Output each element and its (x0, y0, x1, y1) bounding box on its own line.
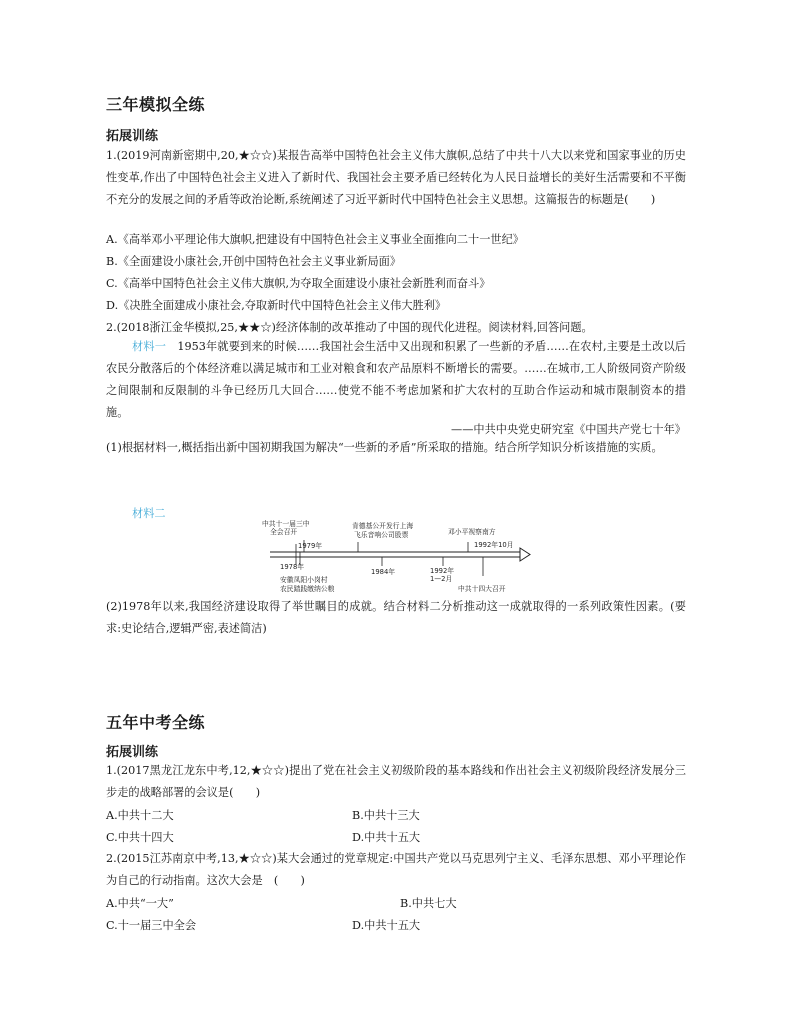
section-subtitle-extension: 拓展训练 (106, 129, 159, 144)
section-title-three-year: 三年模拟全练 (106, 95, 206, 114)
question-s2-1-stem: 1.(2017黑龙江龙东中考,12,★☆☆)提出了党在社会主义初级阶段的基本路线和作出社会主义初级阶段经济发展分三步走的战略部署的会议是( ) (106, 764, 686, 799)
sub-question-1: (1)根据材料一,概括指出新中国初期我国为解决“一些新的矛盾”所采取的措施。结合所学知识分析该措施的实质。 (106, 441, 663, 454)
question-s2-2-stem: 2.(2015江苏南京中考,13,★☆☆)某大会通过的党章规定:中国共产党以马克思列宁主义、毛泽东思想、邓小平理论作为自己的行动指南。这次大会是 ( ) (106, 852, 686, 887)
question-s2-1-option-a[interactable]: A.中共十二大 (106, 809, 174, 822)
timeline-label-14th-congress: 中共十四大召开 (458, 585, 506, 593)
question-s2-1-option-b[interactable]: B.中共十三大 (352, 809, 420, 822)
timeline-label-xiaogang-2: 农民踏践缴纳公粮 (280, 585, 335, 593)
question-s2-1-option-d[interactable]: D.中共十五大 (352, 831, 421, 844)
section-title-five-year: 五年中考全练 (106, 713, 206, 732)
timeline-label-1992: 1992年 (430, 567, 455, 575)
material-1-source: ——中共中央党史研究室《中国共产党七十年》 (451, 423, 686, 436)
question-s2-2-option-d[interactable]: D.中共十五大 (352, 919, 421, 932)
timeline-label-1984: 1984年 (371, 568, 396, 576)
material-2-label: 材料二 (132, 507, 166, 520)
timeline-label-xiaogang-1: 安徽凤阳小岗村 (280, 576, 328, 584)
question-s2-2-option-c[interactable]: C.十一届三中全会 (106, 919, 197, 932)
material-1-label: 材料一 (132, 340, 167, 353)
sub-question-2: (2)1978年以来,我国经济建设取得了举世瞩目的成就。结合材料二分析推动这一成就取得的一系列政策性因素。(要求:史论结合,逻辑严密,表述简洁) (106, 600, 686, 635)
timeline-arrowhead (520, 548, 530, 561)
timeline-label-stock-1: 肯德基公开发行上海 (352, 522, 414, 530)
section-subtitle-extension-2: 拓展训练 (106, 745, 159, 760)
question-1-option-d[interactable]: D.《决胜全面建成小康社会,夺取新时代中国特色社会主义伟大胜利》 (106, 299, 447, 312)
timeline-diagram (258, 514, 538, 600)
timeline-label-1978: 1978年 (280, 563, 305, 571)
question-1-stem: 1.(2019河南新密期中,20,★☆☆)某报告高举中国特色社会主义伟大旗帜,总结了中共十八大以来党和国家事业的历史性变革,作出了中国特色社会主义进入了新时代、我国社会主要矛盾已经转化为人民日益增长的美好生活需要和不平衡不充分的发展之间的矛盾等政治论断,系统阐述了习近平新时代中国特色社会主义思想。这篇报告的标题是( ) (106, 149, 686, 206)
question-1-option-a[interactable]: A.《高举邓小平理论伟大旗帜,把建设有中国特色社会主义事业全面推向二十一世纪》 (106, 233, 524, 246)
timeline-label-1979: 1979年 (298, 542, 323, 550)
timeline-label-south-tour: 邓小平视察南方 (448, 528, 496, 536)
question-s2-1-option-c[interactable]: C.中共十四大 (106, 831, 174, 844)
timeline-label-stock-2: 飞乐音响公司股票 (354, 531, 409, 539)
question-1-option-b[interactable]: B.《全面建设小康社会,开创中国特色社会主义事业新局面》 (106, 255, 402, 268)
timeline-label-jan-feb: 1—2月 (430, 575, 453, 583)
timeline-label-1992-oct: 1992年10月 (474, 541, 514, 549)
material-1-block (106, 336, 686, 424)
question-1-option-c[interactable]: C.《高举中国特色社会主义伟大旗帜,为夺取全面建设小康社会新胜利而奋斗》 (106, 277, 491, 290)
material-1-text: 1953年就要到来的时候……我国社会生活中又出现和积累了一些新的矛盾……在农村,主要是土改以后农民分散落后的个体经济难以满足城市和工业对粮食和农产品原料不断增长的需要。……在城市,工人阶级同资产阶级之间限制和反限制的斗争已经历几大回合……使党不能不考虑加紧和扩大农村的互助合作运动和城市限制资本的措施。 (106, 340, 686, 419)
timeline-label-third-plenum-1: 中共十一届三中 (262, 520, 310, 528)
question-2-stem: 2.(2018浙江金华模拟,25,★★☆)经济体制的改革推动了中国的现代化进程。阅读材料,回答问题。 (106, 321, 593, 334)
question-s2-2-option-b[interactable]: B.中共七大 (400, 897, 457, 910)
question-s2-2-option-a[interactable]: A.中共“一大” (106, 897, 174, 910)
timeline-label-third-plenum-2: 全会召开 (270, 528, 298, 536)
